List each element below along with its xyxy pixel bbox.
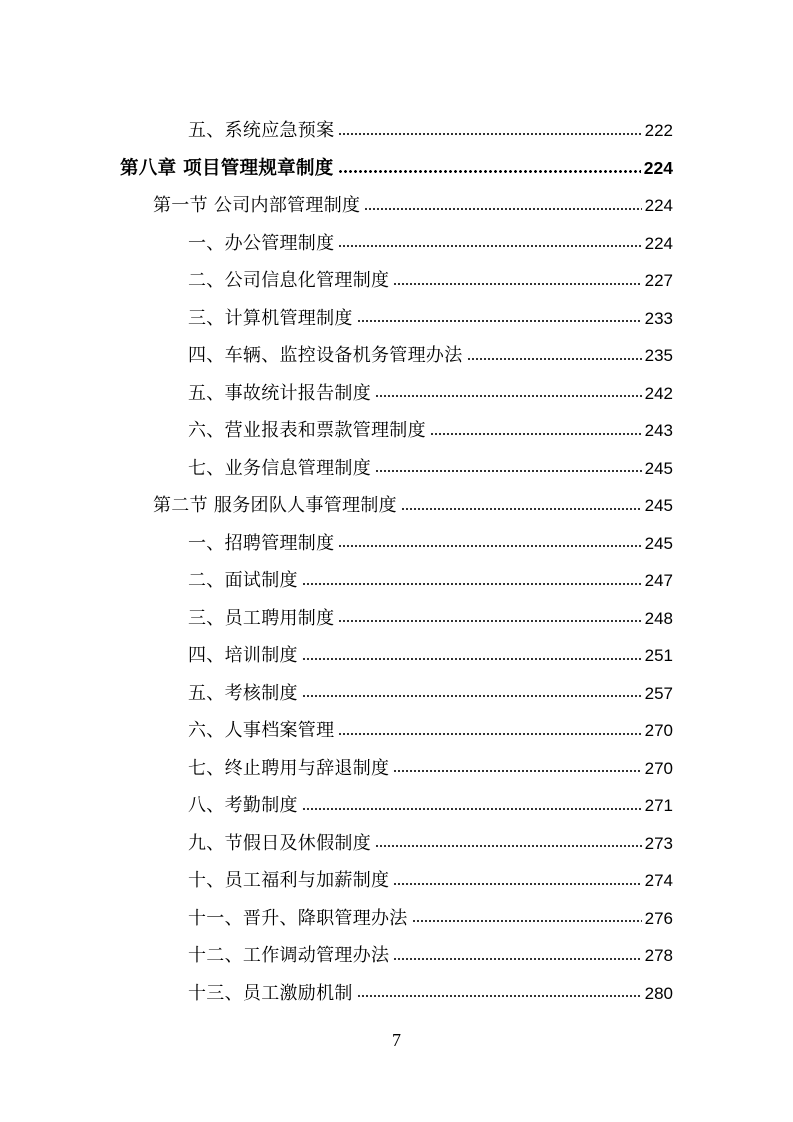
toc-dot-leader bbox=[467, 358, 642, 360]
toc-entry-page: 247 bbox=[644, 571, 673, 590]
toc-entry-page: 270 bbox=[644, 721, 673, 740]
toc-entry-item[interactable] bbox=[0, 525, 793, 563]
toc-dot-leader bbox=[357, 320, 642, 322]
toc-entry-section[interactable] bbox=[0, 487, 793, 525]
toc-entry-title: 一、招聘管理制度 bbox=[188, 532, 335, 554]
toc-entry-title: 五、考核制度 bbox=[188, 682, 298, 704]
toc-entry-page: 224 bbox=[644, 233, 673, 253]
toc-entry-page: 242 bbox=[644, 383, 673, 403]
toc-entry-title: 十、员工福利与加薪制度 bbox=[188, 870, 390, 891]
page-number: 7 bbox=[392, 1030, 401, 1050]
toc-entry-page: 251 bbox=[644, 646, 673, 665]
toc-dot-leader bbox=[338, 245, 641, 247]
toc-entry-page: 243 bbox=[644, 421, 673, 440]
toc-entry-page: 224 bbox=[643, 157, 673, 178]
toc-entry-item[interactable] bbox=[0, 975, 793, 1013]
toc-entry-item[interactable] bbox=[0, 862, 793, 900]
toc-dot-leader bbox=[364, 208, 641, 210]
toc-entry-title: 四、培训制度 bbox=[188, 645, 298, 666]
toc-entry-item[interactable] bbox=[0, 112, 793, 150]
toc-entry-chapter[interactable] bbox=[0, 150, 793, 188]
toc-dot-leader bbox=[302, 695, 642, 697]
toc-entry-title: 五、系统应急预案 bbox=[188, 120, 335, 141]
toc-dot-leader bbox=[393, 283, 641, 285]
toc-dot-leader bbox=[393, 770, 641, 772]
toc-dot-leader bbox=[401, 508, 642, 510]
toc-entry-page: 235 bbox=[644, 346, 673, 365]
toc-dot-leader bbox=[338, 545, 641, 547]
toc-entry-item[interactable] bbox=[0, 900, 793, 938]
toc-dot-leader bbox=[375, 395, 642, 397]
toc-entry-item[interactable] bbox=[0, 412, 793, 450]
toc-entry-page: 274 bbox=[644, 871, 673, 890]
toc-dot-leader bbox=[430, 433, 642, 435]
toc-dot-leader bbox=[338, 133, 641, 135]
toc-entry-item[interactable] bbox=[0, 450, 793, 488]
toc-entry-page: 227 bbox=[644, 271, 673, 290]
toc-entry-item[interactable] bbox=[0, 600, 793, 638]
toc-entry-item[interactable] bbox=[0, 337, 793, 375]
toc-entry-page: 278 bbox=[644, 946, 673, 965]
toc-entry-item[interactable] bbox=[0, 787, 793, 825]
toc-entry-title: 七、业务信息管理制度 bbox=[188, 457, 371, 479]
toc-entry-title: 一、办公管理制度 bbox=[188, 232, 335, 254]
toc-dot-leader bbox=[393, 958, 641, 960]
toc-entry-page: 224 bbox=[644, 196, 673, 215]
toc-entry-item[interactable] bbox=[0, 937, 793, 975]
toc-entry-item[interactable] bbox=[0, 375, 793, 413]
toc-entry-item[interactable] bbox=[0, 675, 793, 713]
toc-entry-item[interactable] bbox=[0, 712, 793, 750]
toc-entry-title: 三、计算机管理制度 bbox=[188, 307, 353, 329]
toc-entry-item[interactable] bbox=[0, 225, 793, 263]
toc-dot-leader bbox=[357, 995, 642, 997]
toc-entry-title: 六、人事档案管理 bbox=[188, 720, 335, 741]
toc-dot-leader bbox=[302, 808, 642, 810]
toc-dot-leader bbox=[302, 658, 642, 660]
toc-entry-title: 七、终止聘用与辞退制度 bbox=[188, 757, 390, 779]
toc-entry-page: 257 bbox=[644, 683, 673, 703]
toc-dot-leader bbox=[393, 883, 641, 885]
toc-entry-page: 245 bbox=[644, 496, 673, 515]
toc-entry-page: 248 bbox=[644, 608, 673, 628]
toc-dot-leader bbox=[338, 620, 641, 622]
table-of-contents bbox=[0, 112, 793, 1012]
toc-entry-item[interactable] bbox=[0, 262, 793, 300]
toc-entry-item[interactable] bbox=[0, 562, 793, 600]
toc-entry-section[interactable] bbox=[0, 187, 793, 225]
toc-entry-title: 九、节假日及休假制度 bbox=[188, 832, 371, 854]
toc-entry-title: 二、面试制度 bbox=[188, 570, 298, 591]
toc-dot-leader bbox=[375, 470, 642, 472]
toc-entry-item[interactable] bbox=[0, 750, 793, 788]
toc-entry-title: 二、公司信息化管理制度 bbox=[188, 270, 390, 291]
toc-entry-title: 十二、工作调动管理办法 bbox=[188, 945, 390, 966]
toc-entry-page: 273 bbox=[644, 833, 673, 853]
toc-entry-title: 四、车辆、监控设备机务管理办法 bbox=[188, 345, 463, 366]
toc-entry-page: 245 bbox=[644, 458, 673, 478]
toc-entry-page: 270 bbox=[644, 758, 673, 778]
toc-entry-page: 245 bbox=[644, 533, 673, 553]
toc-entry-item[interactable] bbox=[0, 825, 793, 863]
toc-entry-title: 五、事故统计报告制度 bbox=[188, 382, 371, 404]
toc-entry-title: 十三、员工激励机制 bbox=[188, 982, 353, 1004]
toc-dot-leader bbox=[338, 170, 641, 173]
toc-dot-leader bbox=[302, 583, 642, 585]
toc-entry-page: 271 bbox=[644, 796, 673, 815]
toc-entry-page: 233 bbox=[644, 308, 673, 328]
toc-entry-title: 十一、晋升、降职管理办法 bbox=[188, 907, 408, 929]
toc-entry-title: 三、员工聘用制度 bbox=[188, 607, 335, 629]
toc-entry-page: 280 bbox=[644, 983, 673, 1003]
toc-dot-leader bbox=[412, 920, 642, 922]
toc-entry-item[interactable] bbox=[0, 300, 793, 338]
toc-entry-title: 八、考勤制度 bbox=[188, 795, 298, 816]
toc-entry-item[interactable] bbox=[0, 637, 793, 675]
toc-entry-title: 六、营业报表和票款管理制度 bbox=[188, 420, 426, 441]
toc-entry-page: 222 bbox=[644, 121, 673, 140]
toc-entry-title: 第二节 服务团队人事管理制度 bbox=[153, 495, 397, 516]
toc-dot-leader bbox=[338, 733, 641, 735]
toc-entry-title: 第八章 项目管理规章制度 bbox=[120, 157, 334, 179]
toc-entry-page: 276 bbox=[644, 908, 673, 928]
toc-entry-title: 第一节 公司内部管理制度 bbox=[153, 195, 361, 216]
toc-dot-leader bbox=[375, 845, 642, 847]
